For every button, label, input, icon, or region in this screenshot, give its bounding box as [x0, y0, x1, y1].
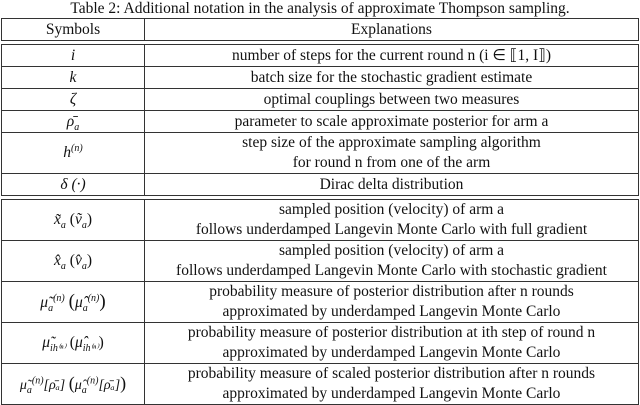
- table-row: [2, 45, 639, 67]
- symbol: i: [70, 46, 76, 64]
- explanation-line: approximated by underdamped Langevin Monte Carlo: [222, 303, 561, 320]
- symbol: μ̃: [42, 334, 51, 351]
- symbol-tail: [ρ̄ₐ]: [98, 377, 121, 393]
- explanation-cell: optimal couplings between two measures: [145, 89, 639, 111]
- explanation-cell: Dirac delta distribution: [145, 174, 639, 196]
- table-row: [2, 323, 639, 364]
- symbol-subscript: a: [60, 220, 66, 232]
- table-row: [2, 67, 639, 89]
- symbol-cell: [2, 45, 145, 67]
- explanation-cell: [145, 282, 639, 323]
- symbol-alt: v̂: [74, 252, 82, 269]
- symbol-superscript: (n): [53, 292, 65, 304]
- symbol-alt: μ̂: [74, 377, 82, 393]
- explanation-line: probability measure of posterior distribution after n rounds: [209, 283, 574, 300]
- table-row: [2, 89, 639, 111]
- explanation-line: approximated by underdamped Langevin Monte Carlo: [222, 344, 561, 361]
- explanation-line: sampled position (velocity) of arm a: [278, 201, 505, 218]
- table-row: [2, 200, 639, 241]
- table-row: [2, 241, 639, 282]
- symbol-subscript: a: [60, 261, 66, 273]
- explanation-cell: parameter to scale approximate posterior for arm a: [145, 111, 639, 133]
- symbol-alt: μ̂: [74, 293, 83, 311]
- symbol: δ (·): [60, 175, 86, 193]
- explanation-cell: [145, 133, 639, 174]
- explanation-line: follows underdamped Langevin Monte Carlo with full gradient: [195, 221, 588, 238]
- symbol-cell: $x̃_a$ (ṽ$_a$): [2, 200, 145, 241]
- header-explanations: Explanations: [145, 19, 639, 41]
- explanation-line: for round n from one of the arm: [292, 154, 491, 171]
- symbol-superscript: (n): [31, 374, 44, 386]
- explanation-line: follows underdamped Langevin Monte Carlo with stochastic gradient: [176, 262, 607, 279]
- symbol-cell: $x̂_a$ $(v̂_a)$: [2, 241, 145, 282]
- explanation-line: approximated by underdamped Langevin Monte Carlo: [222, 385, 561, 402]
- symbol-subscript: a: [81, 220, 87, 232]
- symbol: μ̃: [40, 293, 49, 311]
- symbol: μ̃: [19, 377, 27, 393]
- symbol-alt: ṽ: [74, 211, 82, 228]
- symbol-subscript: a: [74, 121, 80, 133]
- symbol: ρ̄: [66, 112, 75, 130]
- symbol-cell: [2, 67, 145, 89]
- symbol-superscript: (n): [87, 292, 100, 304]
- symbol-superscript: (n): [71, 142, 83, 154]
- symbol-subscript: a: [81, 384, 87, 396]
- header-symbols: Symbols: [2, 19, 145, 41]
- symbol-subscript: a: [81, 261, 87, 273]
- notation-table: [1, 18, 639, 405]
- symbol-subscript: ih⁽ⁿ⁾: [50, 343, 66, 355]
- symbol: x̂: [54, 252, 61, 269]
- symbol-cell: [2, 111, 145, 133]
- symbol-superscript: (n): [86, 374, 99, 386]
- symbol-subscript: a: [48, 302, 54, 314]
- table-row: [2, 364, 639, 405]
- explanation-line: step size of the approximate sampling algorithm: [242, 134, 541, 151]
- symbol-cell: [2, 133, 145, 174]
- symbol: x̃: [54, 211, 61, 228]
- explanation-cell: [145, 200, 639, 241]
- symbol-subscript: a: [82, 302, 88, 314]
- explanation-cell: [145, 323, 639, 364]
- explanation-cell: batch size for the stochastic gradient estimate: [145, 67, 639, 89]
- symbol: k: [69, 68, 77, 86]
- explanation-line: probability measure of posterior distribution at ith step of round n: [187, 324, 596, 341]
- explanation-cell: number of steps for the current round n (i ∈ ⟦1, I⟧): [145, 45, 639, 67]
- symbol-cell: $\mũ_a^{(n)}[\rhō_a]$ $(\mû_a^{(n)}[\rhō_a])$: [2, 364, 145, 405]
- symbol-subscript: a: [26, 384, 32, 396]
- table-row: [2, 174, 639, 196]
- symbol-cell: $\mũ_{ih^{(n)}}$ $(\mû_{ih^{(n)}})$: [2, 323, 145, 364]
- symbol: ζ: [69, 90, 77, 108]
- table-header-row: [2, 19, 639, 41]
- symbol-subscript: ih⁽ⁿ⁾: [82, 343, 99, 355]
- explanation-cell: [145, 364, 639, 405]
- symbol-alt: μ̂: [74, 334, 83, 351]
- table-row: [2, 282, 639, 323]
- table-row: [2, 133, 639, 174]
- symbol-cell: $\mũ_a^{(n)}$ $(\mû_a^{(n)})$: [2, 282, 145, 323]
- symbol: h: [63, 144, 72, 161]
- explanation-line: sampled position (velocity) of arm a: [278, 242, 505, 259]
- explanation-cell: [145, 241, 639, 282]
- table-caption: Table 2: Additional notation in the analysis of approximate Thompson sampling.: [70, 0, 570, 17]
- symbol-tail: [ρ̄ₐ]: [43, 377, 66, 393]
- symbol-cell: [2, 174, 145, 196]
- table-row: [2, 111, 639, 133]
- symbol-cell: [2, 89, 145, 111]
- explanation-line: probability measure of scaled posterior distribution after n rounds: [187, 365, 596, 382]
